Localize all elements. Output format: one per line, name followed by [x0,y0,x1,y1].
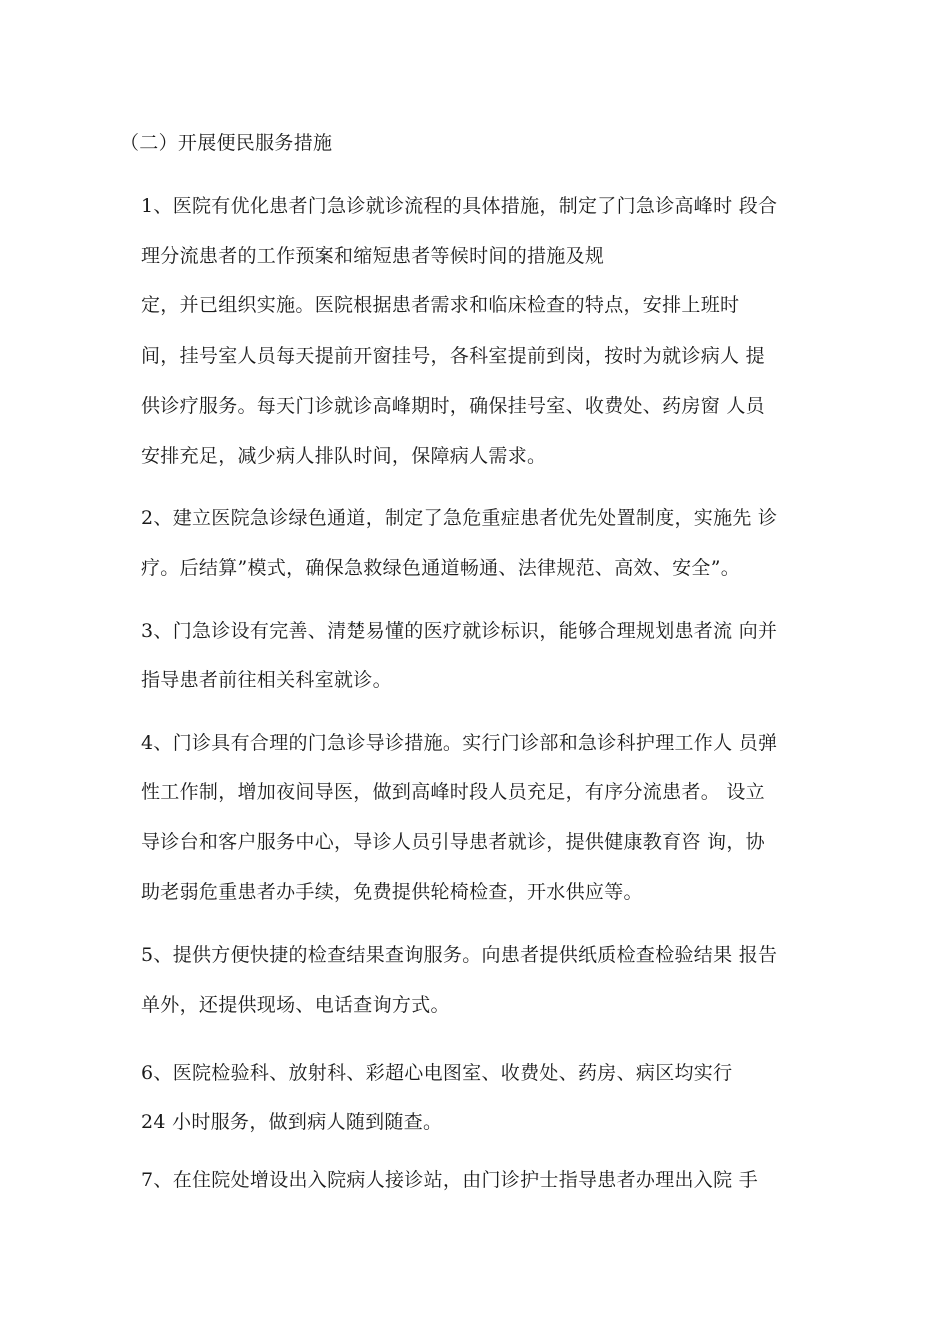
paragraph-5-line-1: 5、提供方便快捷的检查结果查询服务。向患者提供纸质检查检验结果 报告 [141,944,778,966]
section-heading: （二）开展便民服务措施 [120,132,333,154]
paragraph-1-line-4: 间，挂号室人员每天提前开窗挂号，各科室提前到岗，按时为就诊病人 提 [141,345,765,367]
paragraph-7-line-1: 7、在住院处增设出入院病人接诊站，由门诊护士指导患者办理出入院 手 [141,1169,759,1191]
paragraph-4-line-1: 4、门诊具有合理的门急诊导诊措施。实行门诊部和急诊科护理工作人 员弹 [141,732,778,754]
paragraph-2-line-1: 2、建立医院急诊绿色通道，制定了急危重症患者优先处置制度，实施先 诊 [141,507,778,529]
paragraph-4-line-3: 导诊台和客户服务中心，导诊人员引导患者就诊，提供健康教育咨 询，协 [141,831,765,853]
paragraph-6-line-1: 6、医院检验科、放射科、彩超心电图室、收费处、药房、病区均实行 [141,1062,733,1084]
paragraph-4-line-2: 性工作制，增加夜间导医，做到高峰时段人员充足，有序分流患者。 设立 [141,781,765,803]
paragraph-1-line-1: 1、医院有优化患者门急诊就诊流程的具体措施，制定了门急诊高峰时 段合 [141,195,778,217]
paragraph-5-line-2: 单外，还提供现场、电话查询方式。 [141,994,450,1016]
paragraph-3-line-2: 指导患者前往相关科室就诊。 [141,669,392,691]
paragraph-1-line-3: 定，并已组织实施。医院根据患者需求和临床检查的特点，安排上班时 [141,294,740,316]
paragraph-1-line-6: 安排充足，减少病人排队时间，保障病人需求。 [141,445,547,467]
paragraph-1-line-2: 理分流患者的工作预案和缩短患者等候时间的措施及规 [141,245,605,267]
paragraph-4-line-4: 助老弱危重患者办手续，免费提供轮椅检查，开水供应等。 [141,881,643,903]
paragraph-3-line-1: 3、门急诊设有完善、清楚易懂的医疗就诊标识，能够合理规划患者流 向并 [141,620,778,642]
paragraph-1-line-5: 供诊疗服务。每天门诊就诊高峰期时，确保挂号室、收费处、药房窗 人员 [141,395,765,417]
paragraph-2-line-2: 疗。后结算”模式，确保急救绿色通道畅通、法律规范、高效、安全”。 [141,557,741,579]
paragraph-6-line-2: 24 小时服务，做到病人随到随查。 [141,1111,443,1133]
